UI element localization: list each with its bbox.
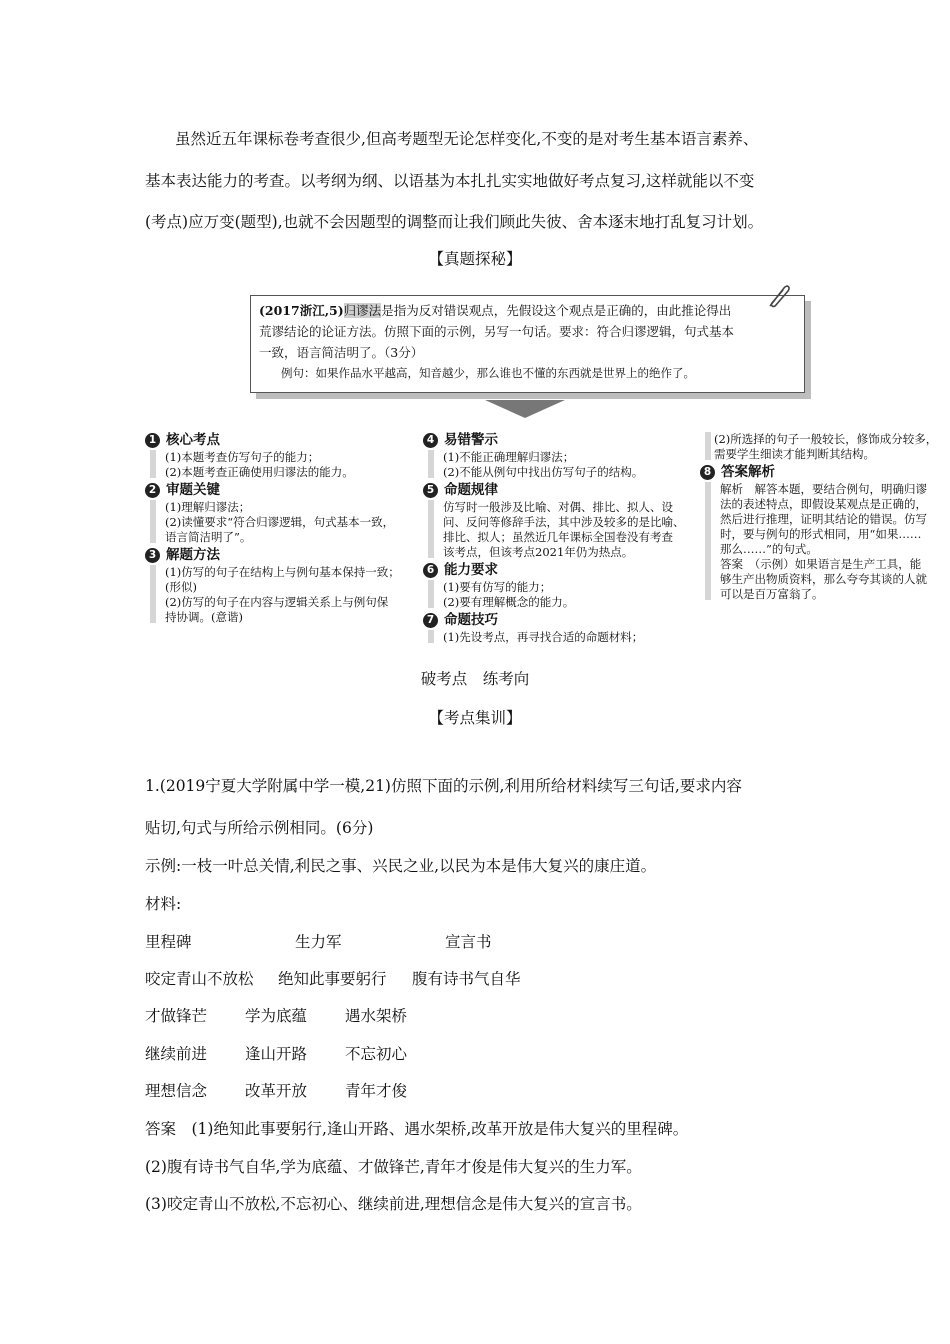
material-row: 宣言书 (445, 933, 492, 951)
material-row: 逢山开路 (245, 1045, 308, 1063)
down-arrow-icon (485, 400, 565, 418)
number-badge: 5 (423, 483, 438, 498)
number-badge: 3 (145, 548, 160, 563)
section-line: 那么……”的句式。 (720, 542, 818, 556)
section-line: (2)读懂要求“符合归谬逻辑，句式基本一致， (165, 515, 395, 529)
section-line: 排比、拟人；虽然近几年课标全国卷没有考查 (443, 530, 673, 544)
material-row: 青年才俊 (345, 1082, 408, 1100)
material-row: 学为底蕴 (245, 1007, 308, 1025)
section-body (700, 482, 950, 602)
question-example: 示例:一枝一叶总关情,利民之事、兴民之业,以民为本是伟大复兴的康庄道。 (145, 857, 657, 875)
card-source: (2017浙江,5) (259, 303, 344, 318)
answer-3: (3)咬定青山不放松,不忘初心、继续前进,理想信念是伟大复兴的宣言书。 (145, 1195, 642, 1213)
section-line: (2)不能从例句中找出仿写句子的结构。 (443, 465, 644, 479)
section-line: (1)不能正确理解归谬法； (443, 450, 575, 464)
card-line-3: 一致，语言简洁明了。（3分） (259, 345, 424, 360)
material-row: 遇水架桥 (345, 1007, 408, 1025)
column-2 (423, 430, 703, 645)
section-heading (423, 610, 703, 630)
intro-line-1: 虽然近五年课标卷考查很少,但高考题型无论怎样变化,不变的是对考生基本语言素养、 (175, 130, 759, 148)
number-badge: 4 (423, 433, 438, 448)
material-row: 绝知此事要躬行 (278, 970, 387, 988)
question-card (250, 295, 805, 393)
number-badge: 6 (423, 563, 438, 578)
section-body (145, 500, 410, 545)
section-body (145, 450, 410, 480)
column-3 (700, 432, 950, 602)
section-title: 易错警示 (444, 432, 498, 448)
question-line-1: 1.(2019宁夏大学附属中学一模,21)仿照下面的示例,利用所给材料续写三句话,要求内容 (145, 777, 742, 795)
section-title: 答案解析 (721, 464, 775, 480)
material-row: 才做锋芒 (145, 1007, 208, 1025)
section-body (423, 500, 703, 560)
section-heading-zhenti: 【真题探秘】 (428, 250, 522, 268)
section-title: 核心考点 (166, 432, 220, 448)
number-badge: 1 (145, 433, 160, 448)
section-line: 解析 解答本题，要结合例句，明确归谬 (720, 482, 927, 496)
section-line: 问、反问等修辞手法，其中涉及较多的是比喻、 (443, 515, 685, 529)
section-title: 命题规律 (444, 482, 498, 498)
section-line: (2)本题考查正确使用归谬法的能力。 (165, 465, 354, 479)
subtitle: 破考点 练考向 (420, 670, 530, 688)
section-line: 答案 （示例）如果语言是生产工具，能 (720, 557, 922, 571)
section-heading-kaodian: 【考点集训】 (428, 709, 522, 727)
section-line: (2)仿写的句子在内容与逻辑关系上与例句保 (165, 595, 389, 609)
material-row: 不忘初心 (345, 1045, 408, 1063)
col3-top-text (700, 432, 950, 462)
column-1 (145, 430, 410, 625)
section-body (423, 630, 703, 645)
section-heading (423, 480, 703, 500)
card-term: 归谬法 (343, 303, 382, 318)
material-row: 生力军 (295, 933, 342, 951)
card-line-1: 是指为反对错误观点，先假设这个观点是正确的，由此推论得出 (381, 303, 732, 318)
section-line: (2)所选择的句子一般较长，修饰成分较多， (714, 432, 938, 446)
section-body (423, 450, 703, 480)
section-line: 需要学生细读才能判断其结构。 (714, 447, 875, 461)
material-row: 继续前进 (145, 1045, 208, 1063)
section-heading (145, 545, 410, 565)
section-line: 可以是百万富翁了。 (720, 587, 824, 601)
intro-line-2: 基本表达能力的考查。以考纲为纲、以语基为本扎扎实实地做好考点复习,这样就能以不变 (145, 172, 755, 190)
section-line: (1)理解归谬法； (165, 500, 251, 514)
section-line: 仿写时一般涉及比喻、对偶、排比、拟人、设 (443, 500, 673, 514)
section-line: (形似) (165, 580, 197, 594)
section-title: 能力要求 (444, 562, 498, 578)
section-title: 命题技巧 (444, 612, 498, 628)
section-line: (2)要有理解概念的能力。 (443, 595, 575, 609)
section-title: 审题关键 (166, 482, 220, 498)
section-line: 语言简洁明了”。 (165, 530, 252, 544)
section-line: 然后进行推理，证明其结论的错误。仿写 (720, 512, 927, 526)
section-title: 解题方法 (166, 547, 220, 563)
material-row: 咬定青山不放松 (145, 970, 254, 988)
section-heading (145, 480, 410, 500)
section-line: (1)仿写的句子在结构上与例句基本保持一致； (165, 565, 400, 579)
answer-2: (2)腹有诗书气自华,学为底蕴、才做锋芒,青年才俊是伟大复兴的生力军。 (145, 1158, 642, 1176)
section-heading (423, 430, 703, 450)
card-example: 例句：如果作品水平越高，知音越少，那么谁也不懂的东西就是世界上的绝作了。 (281, 366, 695, 380)
question-line-2: 贴切,句式与所给示例相同。(6分) (145, 819, 374, 837)
material-label: 材料: (145, 895, 182, 913)
section-body (423, 580, 703, 610)
section-line: 时，要与例句的形式相同，用“如果…… (720, 527, 922, 541)
section-line: (1)本题考查仿写句子的能力； (165, 450, 320, 464)
section-line: 法的表述特点，即假设某观点是正确的， (720, 497, 927, 511)
section-heading (145, 430, 410, 450)
number-badge: 7 (423, 613, 438, 628)
intro-line-3: (考点)应万变(题型),也就不会因题型的调整而让我们顾此失彼、舍本逐末地打乱复习计划。 (145, 213, 764, 231)
card-line-2: 荒谬结论的论证方法。仿照下面的示例，另写一句话。要求：符合归谬逻辑，句式基本 (259, 324, 735, 339)
answer-1: 答案 (1)绝知此事要躬行,逢山开路、遇水架桥,改革开放是伟大复兴的里程碑。 (145, 1120, 689, 1138)
section-line: 持协调。(意谐) (165, 610, 243, 624)
section-line: 够生产出物质资料，那么夸夸其谈的人就 (720, 572, 927, 586)
section-line: (1)要有仿写的能力； (443, 580, 552, 594)
section-line: 该考点，但该考点2021年仍为热点。 (443, 545, 634, 559)
section-body (145, 565, 410, 625)
material-row: 改革开放 (245, 1082, 308, 1100)
number-badge: 2 (145, 483, 160, 498)
section-line: (1)先设考点，再寻找合适的命题材料； (443, 630, 644, 644)
material-row: 腹有诗书气自华 (412, 970, 521, 988)
material-row: 理想信念 (145, 1082, 208, 1100)
section-heading (700, 462, 950, 482)
material-row: 里程碑 (145, 933, 192, 951)
paperclip-icon (762, 280, 792, 310)
section-heading (423, 560, 703, 580)
number-badge: 8 (700, 465, 715, 480)
exam-figure (145, 280, 938, 655)
